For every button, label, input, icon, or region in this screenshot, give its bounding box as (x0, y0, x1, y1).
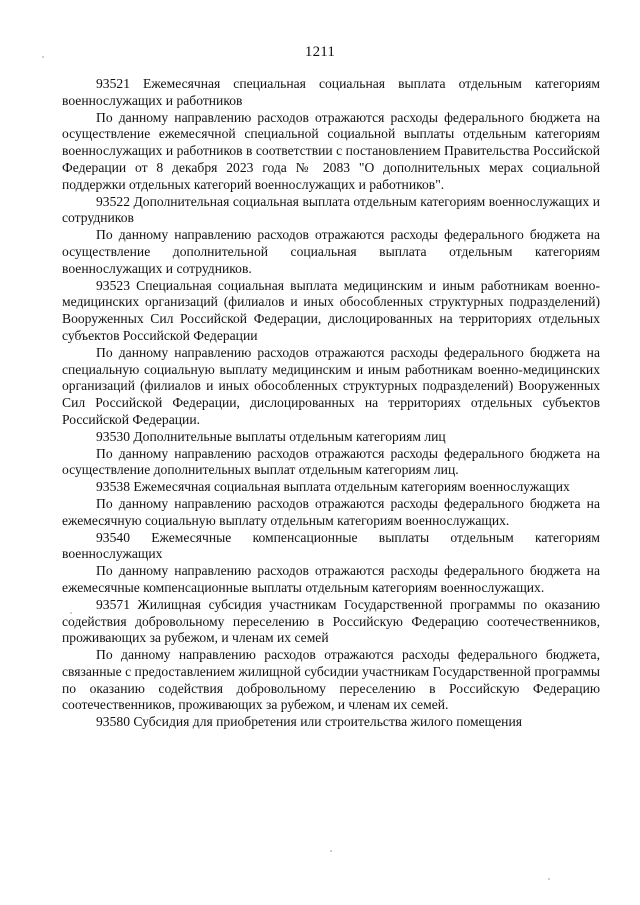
paragraph-93571-heading: 93571 Жилищная субсидия участникам Государственной программы по оказанию содействия добровольному переселению в Российскую Федерацию соотечественников, проживающих за рубежом, и членам их семей (62, 596, 600, 646)
paragraph-93580-heading: 93580 Субсидия для приобретения или строительства жилого помещения (96, 714, 522, 730)
document-body (62, 76, 600, 731)
paragraph-93571-description: По данному направлению расходов отражаются расходы федерального бюджета, связанные с предоставлением жилищной субсидии участникам Государственной программы по оказанию содействия добровольному переселению в Российскую Федерацию соотечественников, проживающих за рубежом, и членам их семей. (62, 647, 600, 713)
paragraph-93538-heading: 93538 Ежемесячная социальная выплата отдельным категориям военнослужащих (96, 479, 570, 495)
scan-speck (42, 56, 44, 58)
paragraph-93530-description: По данному направлению расходов отражаются расходы федерального бюджета на осуществление дополнительных выплат отдельным категориям лиц. (62, 445, 600, 478)
paragraph-93538-description: По данному направлению расходов отражаются расходы федерального бюджета на ежемесячную социальную выплату отдельным категориям военнослужащих. (62, 495, 600, 528)
scan-speck (330, 850, 332, 852)
paragraph-93522-heading: 93522 Дополнительная социальная выплата отдельным категориям военнослужащих и сотрудников (62, 193, 600, 226)
paragraph-93540-description: По данному направлению расходов отражаются расходы федерального бюджета на ежемесячные компенсационные выплаты отдельным категориям военнослужащих. (62, 563, 600, 595)
paragraph-93523-heading: 93523 Специальная социальная выплата медицинским и иным работникам военно-медицинских организаций (филиалов и иных обособленных структурных подразделений) Вооруженных Сил Российской Федерации, дислоцированных на территориях отдельных субъектов Российской Федерации (62, 277, 600, 343)
page-number: 1211 (304, 44, 336, 60)
paragraph-93540-heading: 93540 Ежемесячные компенсационные выплаты отдельным категориям военнослужащих (62, 529, 600, 562)
scan-speck (548, 878, 550, 880)
paragraph-93523-description: По данному направлению расходов отражаются расходы федерального бюджета на специальную социальную выплату медицинским и иным работникам военно-медицинских организаций (филиалов и иных обособленных структурных подразделений) Вооруженных Сил Российской Федерации, дислоцированных на территориях отдельных субъектов Российской Федерации. (62, 344, 600, 427)
scan-speck (70, 612, 72, 614)
paragraph-93522-description: По данному направлению расходов отражаются расходы федерального бюджета на осуществление дополнительной социальная выплата отдельным категориям военнослужащих и сотрудников. (62, 227, 600, 276)
paragraph-93521-heading: 93521 Ежемесячная специальная социальная выплата отдельным категориям военнослужащих и работников (62, 76, 600, 108)
paragraph-93521-description: По данному направлению расходов отражаются расходы федерального бюджета на осуществление ежемесячной специальной социальной выплаты отдельным категориям военнослужащих и работников в соответствии с постановлением Правительства Российской Федерации от 8 декабря 2023 года № 2083 "О дополнительных мерах социальной поддержки отдельных категорий военнослужащих и работников". (62, 109, 600, 192)
paragraph-93530-heading: 93530 Дополнительные выплаты отдельным категориям лиц (96, 428, 446, 444)
